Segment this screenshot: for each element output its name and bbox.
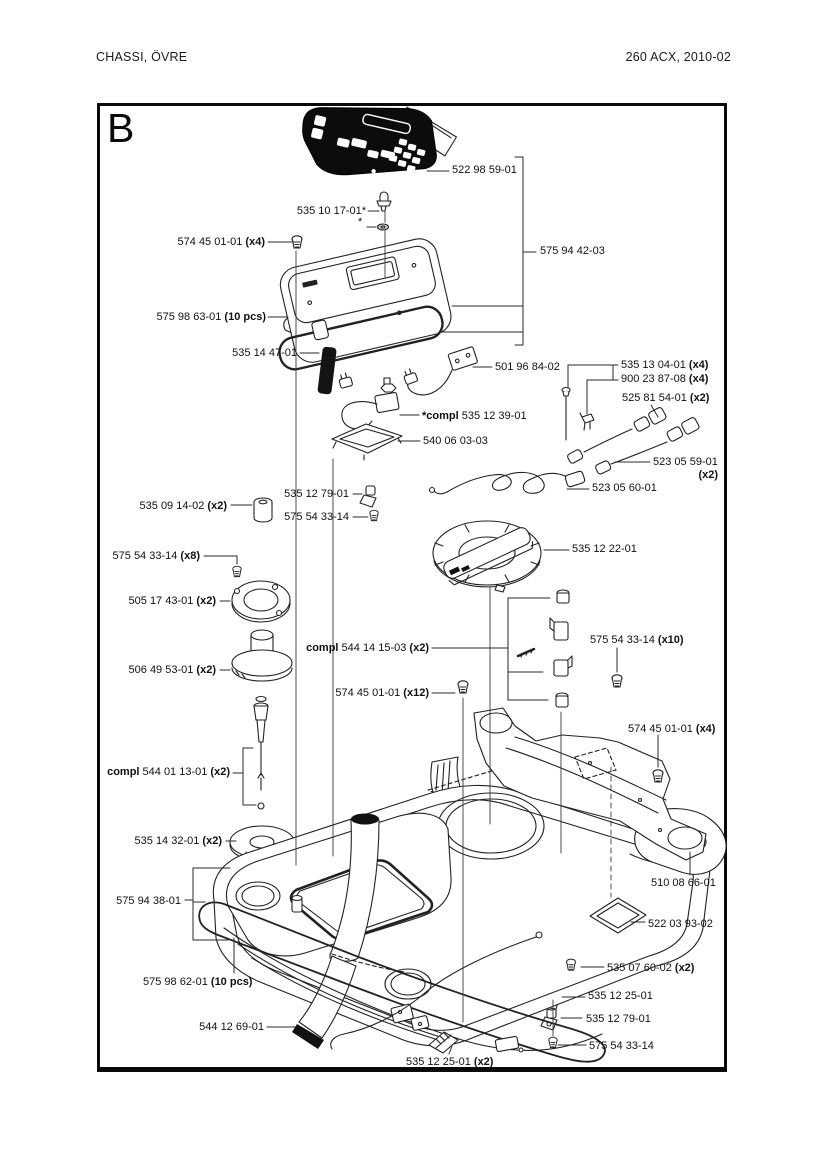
part-label: 506 49 53-01 (x2) — [128, 664, 216, 676]
part-label: 575 54 33-14 — [284, 511, 349, 523]
part-label: 510 08 66-01 — [651, 877, 716, 889]
page-title: CHASSI, ÖVRE — [96, 50, 188, 64]
part-label: 575 54 33-14 — [589, 1040, 654, 1052]
part-label: * — [358, 216, 363, 228]
part-label: 535 10 17-01* — [296, 205, 366, 217]
part-label: 535 13 04-01 (x4) — [621, 359, 709, 371]
part-label: 535 07 60-02 (x2) — [607, 962, 695, 974]
screw-part — [653, 770, 663, 782]
part-label: 540 06 03-03 — [423, 435, 488, 447]
model-revision: 260 ACX, 2010-02 — [625, 50, 731, 64]
part-label: 575 98 62-01 (10 pcs) — [143, 976, 253, 988]
part-label: 535 12 22-01 — [572, 543, 637, 555]
keypad-part — [293, 85, 460, 199]
part-label: 574 45 01-01 (x4) — [177, 236, 265, 248]
part-label: 523 05 59-01 — [653, 456, 718, 468]
part-label: 575 94 42-03 — [540, 245, 605, 257]
part-label: 523 05 60-01 — [592, 482, 657, 494]
screw-part — [612, 675, 622, 687]
part-label: 535 14 32-01 (x2) — [134, 835, 222, 847]
part-label: 535 12 79-01 — [586, 1013, 651, 1025]
part-label: 535 12 79-01 — [284, 488, 349, 500]
part-label: 544 12 69-01 — [199, 1021, 264, 1033]
part-label: compl 544 14 15-03 (x2) — [306, 642, 429, 654]
bearing-ring-part — [232, 581, 290, 622]
part-label: 900 23 87-08 (x4) — [621, 373, 709, 385]
part-label: *compl 535 12 39-01 — [422, 410, 527, 422]
section-letter: B — [107, 105, 135, 151]
part-label: compl 544 01 13-01 (x2) — [107, 766, 230, 778]
screw-part — [567, 959, 576, 970]
part-label: 535 09 14-02 (x2) — [139, 500, 227, 512]
part-label: 535 14 47-01 — [232, 347, 297, 359]
spacer-cylinder-part — [254, 498, 272, 522]
latch-kit-part — [518, 590, 572, 707]
antenna-bracket-part — [402, 346, 478, 394]
part-label: 525 81 54-01 (x2) — [622, 392, 710, 404]
spike-part — [254, 697, 268, 810]
screw-part — [549, 1037, 558, 1047]
part-label: 535 12 25-01 — [588, 990, 653, 1002]
screw-part — [458, 681, 468, 693]
part-label: (x2) — [698, 469, 718, 481]
part-label: 574 45 01-01 (x12) — [335, 687, 429, 699]
screw-part — [370, 510, 379, 520]
cable-lower-part — [430, 471, 586, 494]
spool-part — [232, 630, 292, 681]
shoulder-screw-part — [377, 192, 391, 211]
part-label: 574 45 01-01 (x4) — [628, 723, 716, 735]
cable-upper-part — [567, 429, 667, 475]
housing-part — [271, 235, 454, 367]
switch-part — [338, 372, 400, 429]
part-label: 575 94 38-01 — [116, 895, 181, 907]
connector-sleeves-part — [633, 407, 700, 444]
screw-part — [233, 566, 242, 576]
cover-plate-part — [332, 424, 402, 460]
clamp-part — [360, 486, 376, 507]
hub-cap-part — [433, 521, 541, 592]
washer-part — [378, 224, 389, 230]
cable-clip-part — [580, 413, 594, 430]
part-label: 501 96 84-02 — [495, 361, 560, 373]
part-label: 522 98 59-01 — [452, 164, 517, 176]
needle-screw-part — [562, 388, 570, 441]
part-label: 575 54 33-14 (x8) — [112, 550, 200, 562]
part-label: 575 98 63-01 (10 pcs) — [156, 311, 266, 323]
part-label: 535 12 25-01 (x2) — [406, 1056, 494, 1068]
part-label: 505 17 43-01 (x2) — [128, 595, 216, 607]
part-label: 575 54 33-14 (x10) — [590, 634, 684, 646]
part-label: 522 03 93-02 — [648, 918, 713, 930]
